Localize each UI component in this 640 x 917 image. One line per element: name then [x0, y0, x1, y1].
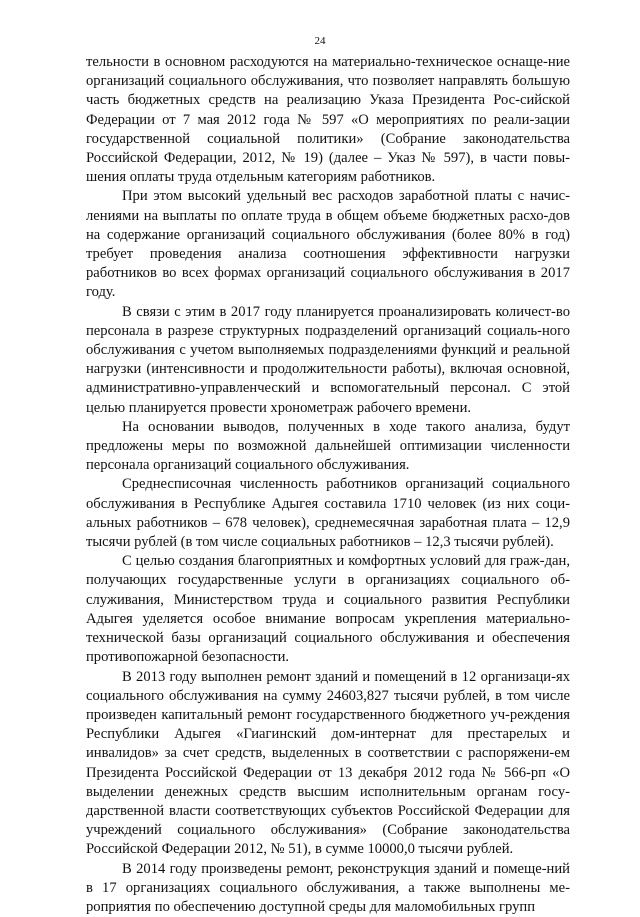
paragraph-1: тельности в основном расходуются на материально-техническое оснаще-ние организаций социального обслуживания, что позволяет направлять большую часть бюджетных средств на реализацию Указа Президента Рос-сийской Федерации от 7 мая 2012 года № 597 «О мероприятиях по реали-зации государственной социальной политики» (Собрание законодательства Российской Федерации, 2012, № 19) (далее – Указ № 597), в части повы-шения оплаты труда отдельным категориям работников. [86, 54, 570, 186]
paragraph-7: В 2013 году выполнен ремонт зданий и помещений в 12 организаци-ях социального обслуживания на сумму 24603,827 тысячи рублей, в том числе произведен капитальный ремонт государственного бюджетного уч-реждения Республики Адыгея «Гиагинский дом-интернат для престарелых и инвалидов» за счет средств, выделенных в соответствии с распоряжени-ем Президента Российской Федерации от 13 декабря 2012 года № 566-рп «О выделении денежных средств высшим исполнительным органам госу-дарственной власти соответствующих субъектов Российской Федерации для учреждений социального обслуживания» (Собрание законодательства Российской Федерации 2012, № 51), в сумме 10000,0 тысячи рублей. [86, 668, 570, 858]
page-number: 24 [314, 35, 326, 47]
paragraph-8: В 2014 году произведены ремонт, реконструкция зданий и помеще-ний в 17 организациях социального обслуживания, а также выполнены ме-роприятия по обеспечению доступной среды для маломобильных групп [86, 860, 570, 915]
paragraph-5: Среднесписочная численность работников организаций социального обслуживания в Республике Адыгея составила 1710 человек (из них соци-альных работников – 678 человек), среднемесячная заработная плата – 12,9 тысячи рублей (в том числе социальных работников – 12,3 тысячи рублей). [86, 476, 570, 551]
paragraph-3: В связи с этим в 2017 году планируется проанализировать количест-во персонала в разрезе структурных подразделений организаций социаль-ного обслуживания с учетом выполняемых подразделениями функций и реальной нагрузки (интенсивности и продолжительности работы), включая основной, административно-управленческий и вспомогательный персонал. С этой целью планируется провести хронометраж рабочего времени. [86, 303, 570, 416]
paragraph-4: На основании выводов, полученных в ходе такого анализа, будут предложены меры по возможной дальнейшей оптимизации численности персонала организаций социального обслуживания. [86, 418, 570, 474]
document-body [86, 53, 570, 917]
paragraph-6: С целью создания благоприятных и комфортных условий для граж-дан, получающих государственные услуги в организациях социального об-служивания, Министерством труда и социального развития Республики Адыгея уделяется особое внимание вопросам укрепления материально-технической базы организаций социального обслуживания и обеспечения противопожарной безопасности. [86, 553, 570, 666]
paragraph-2: При этом высокий удельный вес расходов заработной платы с начис-лениями на выплаты по оплате труда в общем объеме бюджетных расхо-дов на содержание организаций социального обслуживания (более 80% в год) требует проведения анализа соотношения эффективности нагрузки работников во всех формах организаций социального обслуживания в 2017 году. [86, 188, 570, 301]
